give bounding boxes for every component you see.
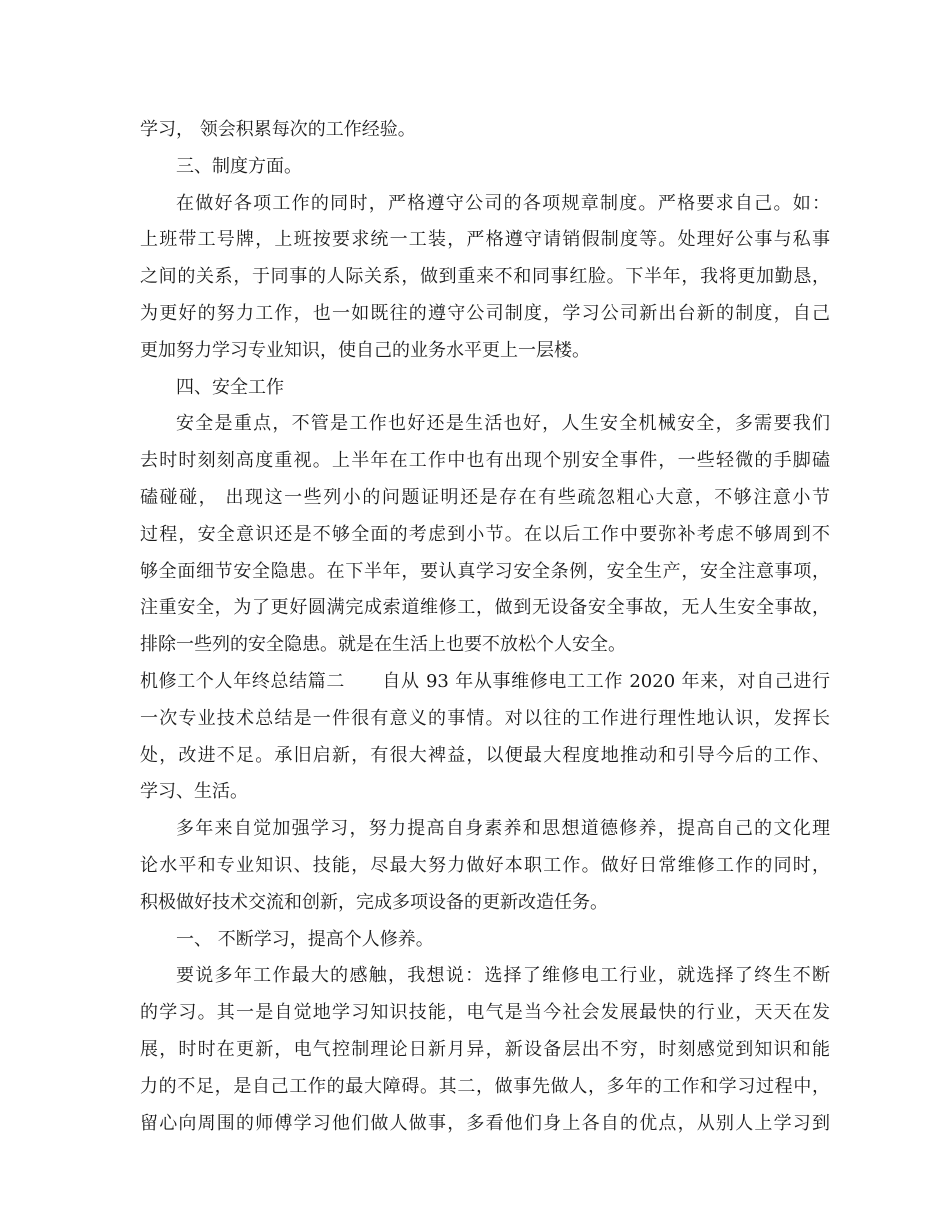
text-line: 去时时刻刻高度重视。上半年在工作中也有出现个别安全事件，一些轻微的手脚磕 bbox=[140, 450, 830, 472]
text-line: 力的不足，是自己工作的最大障碍。其二，做事先做人，多年的工作和学习过程中， bbox=[140, 1075, 830, 1097]
text-line: 留心向周围的师傅学习他们做人做事，多看他们身上各自的优点，从别人上学习到 bbox=[140, 1112, 830, 1134]
text-line: 学习， 领会积累每次的工作经验。 bbox=[140, 119, 416, 140]
text-line: 展，时时在更新，电气控制理论日新月异，新设备层出不穷，时刻感觉到知识和能 bbox=[140, 1038, 830, 1060]
text-line: 学习、生活。 bbox=[140, 781, 248, 803]
text-line: 在做好各项工作的同时，严格遵守公司的各项规章制度。严格要求自己。如： bbox=[176, 192, 830, 214]
text-line: 之间的关系，于同事的人际关系，做到重来不和同事红脸。下半年，我将更加勤恳， bbox=[140, 266, 830, 288]
text-line: 处，改进不足。承旧启新，有很大裨益，以便最大程度地推动和引导今后的工作、 bbox=[140, 744, 830, 766]
section-heading-learning: 一、 不断学习，提高个人修养。 bbox=[176, 928, 434, 950]
text-line: 上班带工号牌，上班按要求统一工装，严格遵守请销假制度等。处理好公事与私事 bbox=[140, 229, 830, 251]
article-heading: 机修工个人年终总结篇二 自从 93 年从事维修电工工作 2020 年来，对自己进行 bbox=[140, 670, 830, 692]
text-line: 要说多年工作最大的感触，我想说：选择了维修电工行业，就选择了终生不断 bbox=[176, 965, 830, 987]
section-heading-system: 三、制度方面。 bbox=[176, 155, 302, 177]
text-line: 注重安全，为了更好圆满完成索道维修工，做到无设备安全事故，无人生安全事故， bbox=[140, 597, 830, 619]
text-line: 排除一些列的安全隐患。就是在生活上也要不放松个人安全。 bbox=[140, 634, 626, 656]
text-line: 为更好的努力工作，也一如既往的遵守公司制度，学习公司新出台新的制度，自己 bbox=[140, 302, 830, 324]
text-line: 过程，安全意识还是不够全面的考虑到小节。在以后工作中要弥补考虑不够周到不 bbox=[140, 523, 830, 545]
document-body bbox=[140, 112, 830, 1142]
text-line: 积极做好技术交流和创新，完成多项设备的更新改造任务。 bbox=[140, 891, 608, 913]
section-heading-safety: 四、安全工作 bbox=[176, 376, 284, 398]
text-line: 的学习。其一是自觉地学习知识技能，电气是当今社会发展最快的行业，天天在发 bbox=[140, 1002, 830, 1024]
text-line: 够全面细节安全隐患。在下半年，要认真学习安全条例，安全生产，安全注意事项， bbox=[140, 560, 830, 582]
text-line: 更加努力学习专业知识，使自己的业务水平更上一层楼。 bbox=[140, 339, 590, 361]
text-line: 安全是重点，不管是工作也好还是生活也好，人生安全机械安全，多需要我们 bbox=[176, 413, 830, 435]
text-line: 磕碰碰， 出现这一些列小的问题证明还是存在有些疏忽粗心大意，不够注意小节 bbox=[140, 486, 830, 508]
text-line: 论水平和专业知识、技能，尽最大努力做好本职工作。做好日常维修工作的同时， bbox=[140, 854, 830, 876]
text-line: 一次专业技术总结是一件很有意义的事情。对以往的工作进行理性地认识，发挥长 bbox=[140, 707, 830, 729]
text-line: 多年来自觉加强学习，努力提高自身素养和思想道德修养，提高自己的文化理 bbox=[176, 818, 830, 840]
